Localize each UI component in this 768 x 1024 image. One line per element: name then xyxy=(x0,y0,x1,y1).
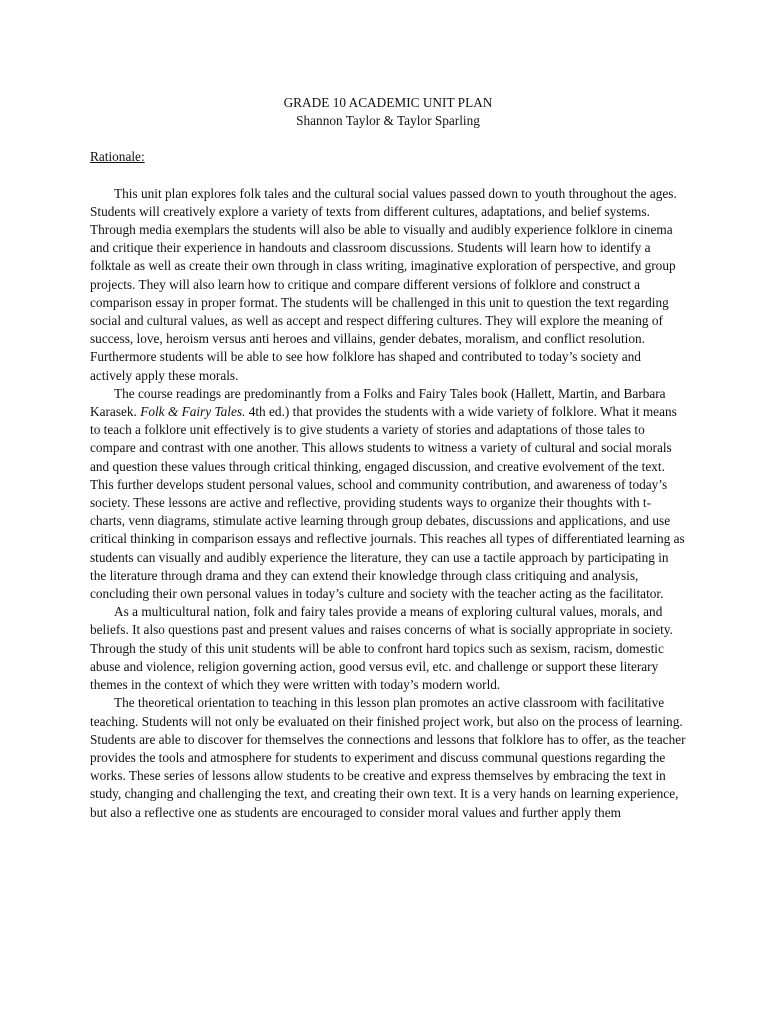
paragraph-2-text-after: 4th ed.) that provides the students with a wide variety of folklore. What it means to teach a folklore unit effectively is to give students a variety of stories and adaptations of those tales to compare and contrast with one another. This allows students to witness a variety of cultural and social morals and question these values through critical thinking, engaged discussion, and creative evolvement of the text. This further develops student personal values, school and community contribution, and awareness of today’s society. These lessons are active and reflective, providing students ways to organize their thoughts with t-charts, venn diagrams, stimulate active learning through group debates, discussions and applications, and use critical thinking in comparison essays and reflective journals. This reaches all types of differentiated learning as students can visually and audibly experience the literature, they can use a tactile approach by participating in the literature through drama and they can extend their knowledge through class critiquing and analysis, concluding their own personal values in today’s culture and society with the teacher acting as the facilitator. xyxy=(90,404,685,602)
paragraph-1: This unit plan explores folk tales and the cultural social values passed down to youth throughout the ages. Students will creatively explore a variety of texts from different cultures, adaptations, and belief systems. Through media exemplars the students will also be able to visually and audibly experience folklore in cinema and critique their experience in handouts and classroom discussions. Students will learn how to identify a folktale as well as create their own through in class writing, imaginative exploration of perspective, and group projects. They will also learn how to critique and compare different versions of folklore and construct a comparison essay in proper format. The students will be challenged in this unit to question the text regarding social and cultural values, as well as accept and respect differing cultures. They will explore the meaning of success, love, heroism versus anti heroes and villains, gender debates, moralism, and conflict resolution. Furthermore students will be able to see how folklore has shaped and contributed to today’s society and actively apply these morals. xyxy=(90,185,677,383)
paragraph-3: As a multicultural nation, folk and fairy tales provide a means of exploring cultural values, morals, and beliefs. It also questions past and present values and raises concerns of what is socially appropriate in society. Through the study of this unit students will be able to confront hard topics such as sexism, racism, domestic abuse and violence, religion governing action, good versus evil, etc. and challenge or support these literary themes in the context of which they were written with today’s modern world. xyxy=(90,604,673,693)
paragraph-2-text-before: The course readings are predominantly from a Folks and Fairy Tales book (Hallett, Martin, and Barbara Karasek. xyxy=(90,385,666,420)
document-title: GRADE 10 ACADEMIC UNIT PLAN xyxy=(283,95,493,110)
rationale-body xyxy=(90,185,686,822)
paragraph-2 xyxy=(90,385,686,603)
section-heading-rationale: Rationale: xyxy=(90,149,145,165)
document-page xyxy=(90,94,686,1004)
book-title-italic: Folk & Fairy Tales. xyxy=(140,404,246,420)
paragraph-4: The theoretical orientation to teaching in this lesson plan promotes an active classroom with facilitative teaching. Students will not only be evaluated on their finished project work, but also on the process of learning. Students are able to discover for themselves the connections and lessons that folklore has to offer, as the teacher provides the tools and atmosphere for students to experiment and discuss communal questions regarding the works. These series of lessons allow students to be creative and express themselves by embracing the text in study, changing and challenging the text, and creating their own text. It is a very hands on learning experience, but also a reflective one as students are encouraged to consider moral values and further apply them xyxy=(90,695,686,820)
document-authors: Shannon Taylor & Taylor Sparling xyxy=(296,113,480,129)
